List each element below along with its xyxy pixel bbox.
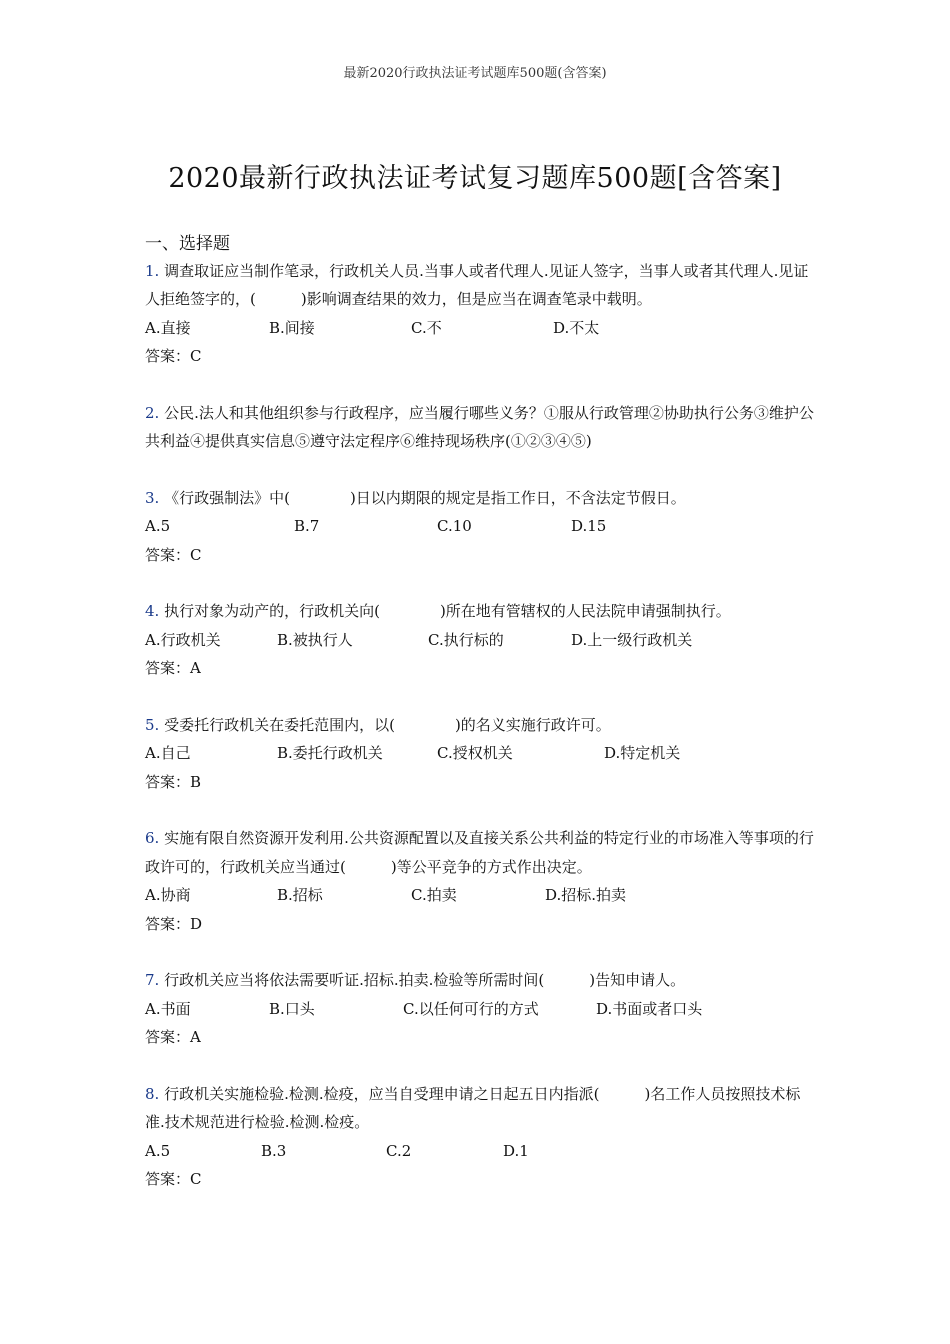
document-title: 2020最新行政执法证考试复习题库500题[含答案] <box>168 163 782 194</box>
question-list <box>145 230 815 1194</box>
option-c: C.10 <box>437 517 472 535</box>
answer-value: B <box>190 772 202 791</box>
option-a: A.直接 <box>145 318 191 337</box>
question-number: 6. <box>145 829 160 847</box>
question-text: 实施有限自然资源开发利用.公共资源配置以及直接关系公共利益的特定行业的市场准入等事项的行政许可的，行政机关应当通过( )等公平竞争的方式作出决定。 <box>145 829 814 876</box>
question-text: 执行对象为动产的，行政机关向( )所在地有管辖权的人民法院申请强制执行。 <box>164 602 731 620</box>
option-c: C.授权机关 <box>437 744 513 762</box>
question-4 <box>145 597 815 626</box>
answer-label: 答案： <box>145 659 191 677</box>
option-d: D.特定机关 <box>604 744 681 762</box>
option-d: D.15 <box>571 517 607 535</box>
option-a: A.5 <box>145 1141 171 1160</box>
answer-label: 答案： <box>145 772 191 791</box>
option-d: D.上一级行政机关 <box>571 630 693 649</box>
option-a: A.协商 <box>145 886 191 904</box>
answer-line <box>145 1165 815 1194</box>
option-b: B.口头 <box>269 999 315 1018</box>
answer-line <box>145 1023 815 1052</box>
answer-value: A <box>190 1028 201 1046</box>
answer-label: 答案： <box>145 914 191 933</box>
option-a: A.5 <box>145 517 171 535</box>
option-d: D.书面或者口头 <box>596 999 703 1018</box>
question-1 <box>145 257 815 314</box>
page-header: 最新2020行政执法证考试题库500题(含答案) <box>343 66 607 81</box>
option-b: B.被执行人 <box>277 630 353 649</box>
option-c: C.2 <box>386 1141 412 1160</box>
option-d: D.1 <box>503 1141 529 1160</box>
question-8 <box>145 1080 815 1137</box>
options-row <box>145 995 815 1024</box>
question-number: 2. <box>145 403 160 422</box>
answer-label: 答案： <box>145 347 191 365</box>
options-row <box>145 512 815 541</box>
answer-value: D <box>190 914 203 933</box>
question-number: 8. <box>145 1084 160 1103</box>
answer-label: 答案： <box>145 1170 191 1188</box>
answer-line <box>145 768 815 797</box>
options-row <box>145 626 815 655</box>
question-text: 行政机关实施检验.检测.检疫，应当自受理申请之日起五日内指派( )名工作人员按照技术标准.技术规范进行检验.检测.检疫。 <box>145 1084 801 1131</box>
option-a: A.行政机关 <box>145 630 221 649</box>
answer-value: C <box>190 347 202 365</box>
question-text: 行政机关应当将依法需要听证.招标.拍卖.检验等所需时间( )告知申请人。 <box>164 971 686 989</box>
answer-value: C <box>190 1170 202 1188</box>
options-row <box>145 881 815 910</box>
question-number: 5. <box>145 715 160 734</box>
answer-value: C <box>190 545 202 564</box>
answer-line <box>145 342 815 371</box>
question-text: 公民.法人和其他组织参与行政程序，应当履行哪些义务？①服从行政管理②协助执行公务③维护公共利益④提供真实信息⑤遵守法定程序⑥维持现场秩序(①②③④⑤) <box>145 403 814 450</box>
answer-line <box>145 910 815 939</box>
question-text: 《行政强制法》中( )日以内期限的规定是指工作日，不含法定节假日。 <box>164 488 686 507</box>
option-b: B.招标 <box>277 886 323 904</box>
option-c: C.不 <box>411 318 442 337</box>
option-c: C.以任何可行的方式 <box>403 999 539 1018</box>
options-row <box>145 1137 815 1166</box>
answer-line <box>145 654 815 683</box>
answer-line <box>145 541 815 570</box>
options-row <box>145 739 815 768</box>
option-a: A.书面 <box>145 999 191 1018</box>
answer-value: A <box>190 659 201 677</box>
answer-label: 答案： <box>145 1028 191 1046</box>
question-2 <box>145 399 815 456</box>
option-c: C.执行标的 <box>428 630 504 649</box>
question-text: 受委托行政机关在委托范围内，以( )的名义实施行政许可。 <box>164 715 611 734</box>
options-row <box>145 314 815 343</box>
option-b: B.3 <box>261 1141 287 1160</box>
option-c: C.拍卖 <box>411 886 457 904</box>
question-6 <box>145 824 815 881</box>
option-d: D.招标.拍卖 <box>545 886 627 904</box>
question-number: 1. <box>145 261 160 280</box>
option-a: A.自己 <box>145 744 191 762</box>
question-number: 7. <box>145 971 160 989</box>
question-number: 3. <box>145 488 160 507</box>
section-title: 一、选择题 <box>145 234 230 254</box>
option-d: D.不太 <box>553 318 600 337</box>
question-7 <box>145 966 815 995</box>
question-text: 调查取证应当制作笔录，行政机关人员.当事人或者代理人.见证人签字，当事人或者其代理人.见证人拒绝签字的，( )影响调查结果的效力，但是应当在调查笔录中载明。 <box>145 261 809 308</box>
question-number: 4. <box>145 602 160 620</box>
option-b: B.委托行政机关 <box>277 744 383 762</box>
option-b: B.7 <box>294 517 320 535</box>
question-5 <box>145 711 815 740</box>
option-b: B.间接 <box>269 318 315 337</box>
question-3 <box>145 484 815 513</box>
answer-label: 答案： <box>145 545 191 564</box>
